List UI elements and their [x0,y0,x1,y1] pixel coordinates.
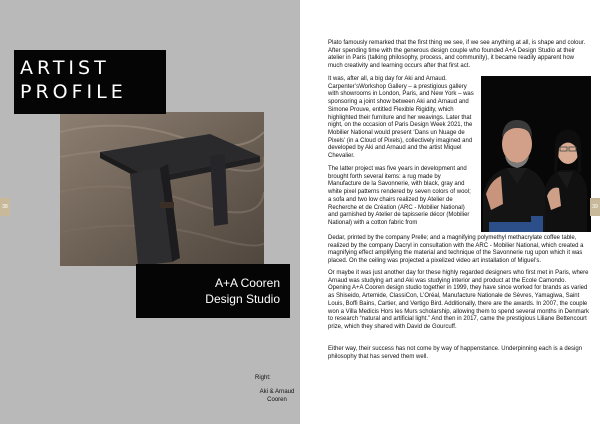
furniture-photo [60,112,264,266]
paragraph-intro: Plato famously remarked that the first thing we see, if we see anything at all, is shape and colour. After spending time with the generous design couple who founded A+A Design Studio at their atelier in Paris (talking philosophy, process, and community), it became readily apparent how much creativity and learning occurs after that first act. [328,40,586,70]
page-number-left: 38 [0,198,10,216]
furniture-photo-icon [60,112,264,266]
caption-names: Aki & Arnaud Cooren [259,389,295,403]
artist-profile-title-box [14,50,166,114]
paragraph-history: Or maybe it was just another day for these highly regarded designers who first met in Paris, where Arnaud was studying art and Aki was studying interior and product at the Ecole Camondo. Opening A+A Cooren design studio together in 1999, they have since worked for brands as varied as Shiseido, Artemide, ClassiCon, L’Oréal, Manufacture Nationale de Sèvres, Yamagiwa, Saint Louis, Boffi Bains, Cartier, and Vertigo Bird. Additionally, there are the awards. In 2007, the couple won a Villa Medicis Hors les Murs scholarship, allowing them to spend several months in Denmark to research “natural and artificial light.” And then in 2017, came the prestigious Liliane Bettencourt prize, which they shared with David de Gourcuff. [328,270,589,330]
paragraph-project: The latter project was five years in development and brought forth several items: a rug made by Manufacture de la Savonnerie, with black, gray and white pixel patterns rendered by seven colors of wool; a sofa and two low chairs realized by Atelier de Recherche et de Création (ARC - Mobilier National) and garnished by Atelier de tapisserie décor (Mobilier National) with a cotton fabric from [328,166,471,226]
page-number-right: 39 [590,198,600,216]
studio-name-line-1: A+A Cooren [214,276,280,290]
paragraph-project-continued: Dedar, printed by the company Prelle; and a magnifying polymethyl methacrylate coffee table, realized by the company Dacryl in consultation with the ARC - Mobilier National, which created a magnifying effect amplifying the material and technique of the Savonnerie rug upon which it was placed. On the ceiling was projected a pixelized video art installation of Miguel’s. [328,235,584,265]
caption-title: Right: [255,375,271,381]
right-page [300,0,600,424]
studio-name-line-2: Design Studio [205,292,280,306]
title-line-2: PROFILE [20,81,127,103]
paragraph-gallery: It was, after all, a big day for Aki and Arnaud. Carpenter’sWorkshop Gallery – a prestigious gallery with showrooms in London, Paris, and New York – was sponsoring a joint show between Aki and Arnaud and Simone Prouve, entitled Flexible Rigidity, which highlighted their furniture and her weavings. Later that night, on the occasion of Paris Design Week 2021, the Mobilier National would present ‘Dans un Nuage de Pixels’ (in a Cloud of Pixels), collectively imagined and developed by Aki and Arnaud and the artist Miquel Chevalier. [328,76,474,160]
studio-name-box [136,264,290,318]
designers-photo-icon [481,76,591,232]
designers-photo [481,76,591,232]
photo-caption [255,374,299,404]
title-line-1: ARTIST [20,57,110,79]
paragraph-conclusion: Either way, their success has not come by way of happenstance. Underpinning each is a design philosophy that has served them well. [328,346,583,360]
